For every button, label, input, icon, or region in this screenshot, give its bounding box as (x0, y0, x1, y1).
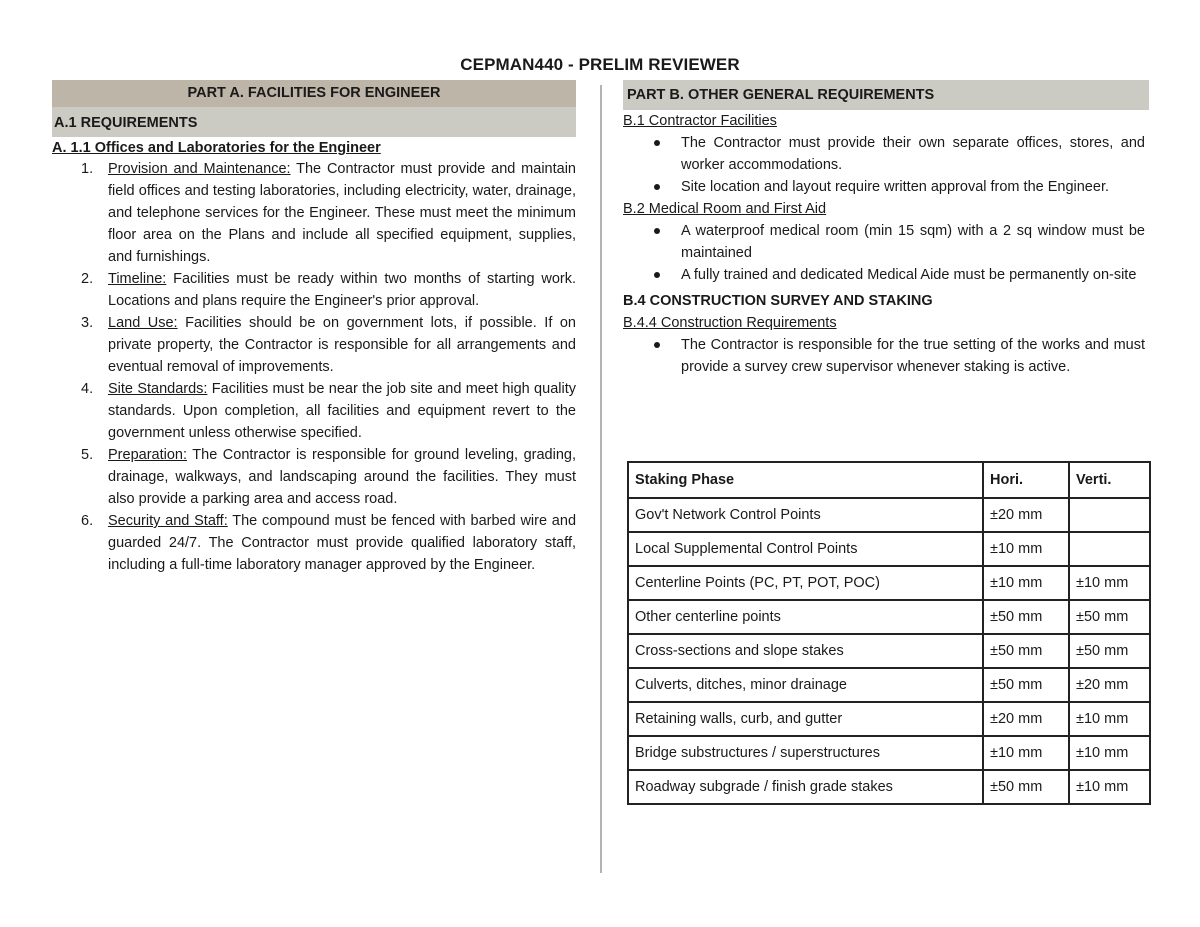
cell-staking-phase: Gov't Network Control Points (628, 498, 983, 532)
cell-vertical: ±50 mm (1069, 634, 1150, 668)
cell-horizontal: ±50 mm (983, 770, 1069, 804)
table-row (628, 532, 1150, 566)
item-text: The compound must be fenced with barbed wire and guarded 24/7. The Contractor must provide qualified laboratory staff, including a full-time laboratory manager approved by the Engineer. (108, 513, 577, 573)
b2-bullets (623, 220, 1149, 286)
cell-horizontal: ±10 mm (983, 532, 1069, 566)
cell-vertical: ±10 mm (1069, 702, 1150, 736)
item-label: Land Use: (108, 315, 178, 331)
part-a-column (52, 80, 576, 576)
item-label: Site Standards: (108, 381, 208, 397)
item-text: Facilities must be ready within two months of starting work. Locations and plans require the Engineer's prior approval. (108, 271, 576, 309)
bullet-item (623, 220, 1149, 264)
b4-heading: B.4 CONSTRUCTION SURVEY AND STAKING (623, 293, 933, 309)
item-label: Preparation: (108, 447, 187, 463)
bullet-icon (654, 342, 660, 348)
table-row (628, 566, 1150, 600)
cell-vertical (1069, 532, 1150, 566)
item-number: 5. (81, 447, 94, 463)
b4-bullets (623, 334, 1149, 378)
header-staking-phase: Staking Phase (628, 462, 983, 498)
bullet-icon (654, 228, 660, 234)
page-title: CEPMAN440 - PRELIM REVIEWER (460, 55, 740, 74)
cell-staking-phase: Culverts, ditches, minor drainage (628, 668, 983, 702)
item-number: 4. (81, 381, 94, 397)
cell-horizontal: ±10 mm (983, 736, 1069, 770)
table-row (628, 634, 1150, 668)
table-row (628, 498, 1150, 532)
header-horizontal: Hori. (983, 462, 1069, 498)
bullet-item (623, 264, 1149, 286)
item-number: 6. (81, 513, 94, 529)
cell-staking-phase: Cross-sections and slope stakes (628, 634, 983, 668)
requirement-item (52, 510, 576, 576)
cell-vertical (1069, 498, 1150, 532)
bullet-icon (654, 184, 660, 190)
cell-staking-phase: Centerline Points (PC, PT, POT, POC) (628, 566, 983, 600)
bullet-icon (654, 140, 660, 146)
requirement-item (52, 312, 576, 378)
cell-horizontal: ±10 mm (983, 566, 1069, 600)
table-row (628, 736, 1150, 770)
bullet-text: A waterproof medical room (min 15 sqm) with a 2 sq window must be maintained (681, 223, 1145, 261)
cell-vertical: ±50 mm (1069, 600, 1150, 634)
cell-vertical: ±10 mm (1069, 770, 1150, 804)
cell-horizontal: ±20 mm (983, 498, 1069, 532)
cell-horizontal: ±50 mm (983, 634, 1069, 668)
cell-horizontal: ±50 mm (983, 668, 1069, 702)
bullet-text: Site location and layout require written approval from the Engineer. (681, 179, 1109, 195)
bullet-item (623, 132, 1149, 176)
table-row (628, 600, 1150, 634)
cell-staking-phase: Retaining walls, curb, and gutter (628, 702, 983, 736)
table-row (628, 702, 1150, 736)
item-label: Timeline: (108, 271, 167, 287)
cell-horizontal: ±50 mm (983, 600, 1069, 634)
requirement-item (52, 158, 576, 268)
requirement-item (52, 268, 576, 312)
item-label: Security and Staff: (108, 513, 228, 529)
item-text: The Contractor is responsible for ground leveling, grading, drainage, walkways, and landscaping around the facilities. They must also provide a parking area and access road. (108, 447, 576, 507)
cell-vertical: ±10 mm (1069, 566, 1150, 600)
part-a-heading: PART A. FACILITIES FOR ENGINEER (52, 80, 576, 107)
bullet-icon (654, 272, 660, 278)
bullet-text: The Contractor is responsible for the true setting of the works and must provide a survey crew supervisor whenever staking is active. (681, 337, 1145, 375)
table-row (628, 770, 1150, 804)
column-divider (600, 85, 602, 873)
bullet-text: The Contractor must provide their own separate offices, stores, and worker accommodations. (681, 135, 1145, 173)
cell-vertical: ±20 mm (1069, 668, 1150, 702)
bullet-item (623, 334, 1149, 378)
staking-tolerance-table (627, 461, 1151, 805)
cell-vertical: ±10 mm (1069, 736, 1150, 770)
cell-staking-phase: Bridge substructures / superstructures (628, 736, 983, 770)
table-header-row (628, 462, 1150, 498)
header-vertical: Verti. (1069, 462, 1150, 498)
item-text: Facilities must be near the job site and meet high quality standards. Upon completion, all facilities and equipment revert to the government unless otherwise specified. (108, 381, 576, 441)
item-label: Provision and Maintenance: (108, 161, 291, 177)
table-row (628, 668, 1150, 702)
b2-title: B.2 Medical Room and First Aid (623, 201, 827, 217)
part-b-column (623, 80, 1149, 378)
requirements-list (52, 158, 576, 576)
item-text: The Contractor must provide and maintain field offices and testing laboratories, including electricity, water, drainage, and telephone services for the Engineer. These must meet the minimum floor area on the Plans and include all specified equipment, supplies, and furnishings. (108, 161, 576, 265)
item-text: Facilities should be on government lots, if possible. If on private property, the Contractor is responsible for all arrangements and eventual removal of improvements. (108, 315, 576, 375)
cell-staking-phase: Other centerline points (628, 600, 983, 634)
subsection-a11-heading: A. 1.1 Offices and Laboratories for the Engineer (52, 140, 381, 156)
b1-title: B.1 Contractor Facilities (623, 113, 777, 129)
requirement-item (52, 378, 576, 444)
cell-staking-phase: Local Supplemental Control Points (628, 532, 983, 566)
b1-bullets (623, 132, 1149, 198)
item-number: 2. (81, 271, 94, 287)
item-number: 3. (81, 315, 94, 331)
part-b-heading: PART B. OTHER GENERAL REQUIREMENTS (623, 80, 1149, 110)
bullet-item (623, 176, 1149, 198)
cell-horizontal: ±20 mm (983, 702, 1069, 736)
item-number: 1. (81, 161, 94, 177)
cell-staking-phase: Roadway subgrade / finish grade stakes (628, 770, 983, 804)
requirement-item (52, 444, 576, 510)
b44-title: B.4.4 Construction Requirements (623, 315, 837, 331)
bullet-text: A fully trained and dedicated Medical Aide must be permanently on-site (681, 267, 1137, 283)
section-a1-heading: A.1 REQUIREMENTS (52, 107, 576, 137)
